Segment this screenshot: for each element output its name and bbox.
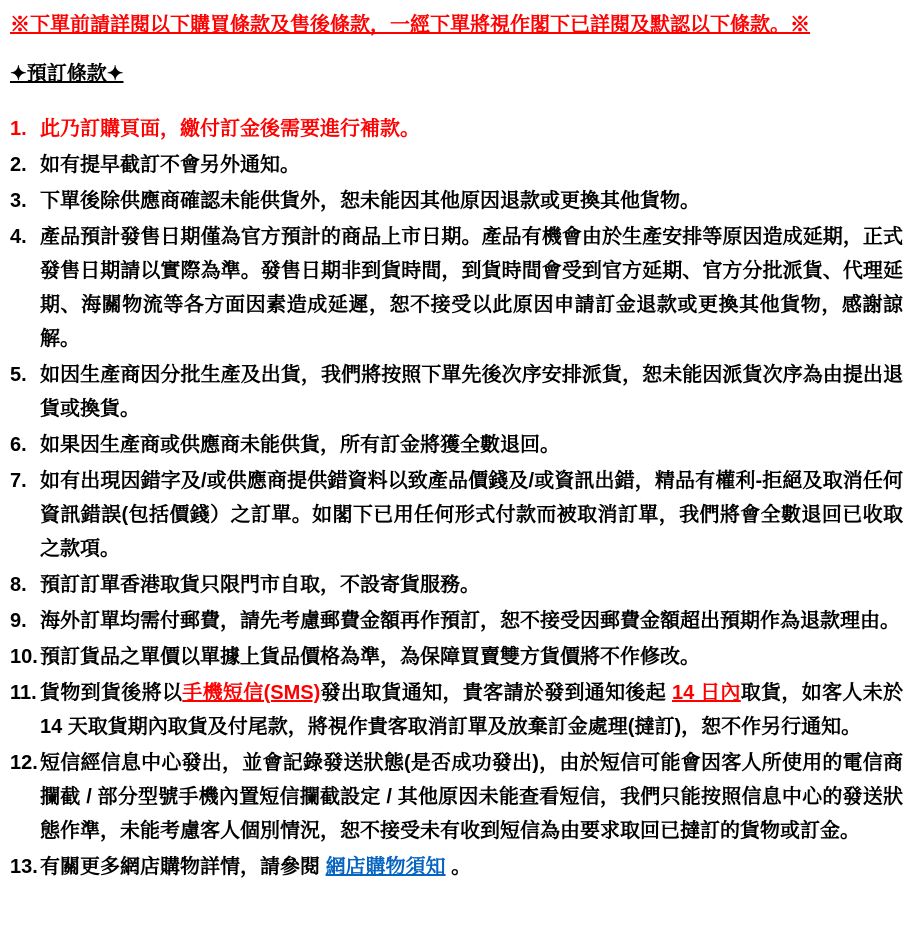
term-number: 1. xyxy=(10,118,27,140)
term-item-8 xyxy=(10,568,903,602)
term-text: 下單後除供應商確認未能供貨外，恕未能因其他原因退款或更換其他貨物。 xyxy=(40,190,700,212)
term-text: 如果因生產商或供應商未能供貨，所有訂金將獲全數退回。 xyxy=(40,434,560,456)
term-item-13 xyxy=(10,850,903,884)
term-text: 短信經信息中心發出，並會記錄發送狀態(是否成功發出)，由於短信可能會因客人所使用的電信商攔截 / 部分型號手機內置短信攔截設定 / 其他原因未能查看短信，我們只能按照信息中心的發送狀態作準，未能考慮客人個別情況，恕不接受未有收到短信為由要求取回已撻訂的貨物或訂金。 xyxy=(40,752,903,842)
term-segment: 發出取貨通知，貴客請於發到通知後起 xyxy=(320,682,672,704)
deadline-highlight: 14 日內 xyxy=(671,682,741,704)
term-item-3 xyxy=(10,184,903,218)
term-number: 8. xyxy=(10,574,27,596)
page-title: ※下單前請詳閱以下購買條款及售後條款，一經下單將視作閣下已詳閱及默認以下條款。※ xyxy=(10,14,810,36)
term-segment: 取貨，如客人未於 14 天取貨期內取貨及付尾款，將視作貴客取消訂單及放棄訂金處理(撻訂)，恕不作另行通知。 xyxy=(40,682,904,738)
term-item-12 xyxy=(10,746,903,848)
term-number: 6. xyxy=(10,434,27,456)
term-segment: 貨物到貨後將以 xyxy=(40,682,183,704)
term-number: 9. xyxy=(10,610,27,632)
term-number: 12. xyxy=(10,752,38,774)
term-number: 4. xyxy=(10,226,27,248)
term-number: 10. xyxy=(10,646,38,668)
sms-highlight: 手機短信(SMS) xyxy=(182,682,321,704)
term-number: 7. xyxy=(10,470,27,492)
term-number: 5. xyxy=(10,364,27,386)
term-number: 2. xyxy=(10,154,27,176)
term-text: 海外訂單均需付郵費，請先考慮郵費金額再作預訂，恕不接受因郵費金額超出預期作為退款理由。 xyxy=(40,610,900,632)
term-text: 如因生產商因分批生產及出貨，我們將按照下單先後次序安排派貨，恕未能因派貨次序為由提出退貨或換貨。 xyxy=(40,364,903,420)
term-text: 預訂訂單香港取貨只限門市自取，不設寄貨服務。 xyxy=(40,574,480,596)
term-item-10 xyxy=(10,640,903,674)
term-number: 13. xyxy=(10,856,38,878)
term-item-1 xyxy=(10,112,903,146)
term-item-11 xyxy=(10,676,903,744)
term-segment: 有關更多網店購物詳情，請參閱 xyxy=(40,856,326,878)
term-text: 如有出現因錯字及/或供應商提供錯資料以致產品價錢及/或資訊出錯，精品有權利-拒絕及取消任何資訊錯誤(包括價錢）之訂單。如閣下已用任何形式付款而被取消訂單，我們將會全數退回已收取之款項。 xyxy=(40,470,903,560)
term-item-5 xyxy=(10,358,903,426)
section-heading: ✦預訂條款✦ xyxy=(10,63,124,85)
term-item-7 xyxy=(10,464,903,566)
term-text xyxy=(40,850,903,884)
term-item-9 xyxy=(10,604,903,638)
term-text: 產品預計發售日期僅為官方預計的商品上市日期。產品有機會由於生產安排等原因造成延期，正式發售日期請以實際為準。發售日期非到貨時間，到貨時間會受到官方延期、官方分批派貨、代理延期、海關物流等各方面因素造成延遲，恕不接受以此原因申請訂金退款或更換其他貨物，感謝諒解。 xyxy=(40,226,903,350)
term-item-6 xyxy=(10,428,903,462)
shop-notice-link[interactable]: 網店購物須知 xyxy=(325,856,446,878)
term-text xyxy=(40,676,903,744)
term-item-4 xyxy=(10,220,903,356)
term-item-2 xyxy=(10,148,903,182)
terms-list xyxy=(10,112,903,884)
term-text: 如有提早截訂不會另外通知。 xyxy=(40,154,300,176)
term-number: 3. xyxy=(10,190,27,212)
term-text: 預訂貨品之單價以單據上貨品價格為準，為保障買賣雙方貨價將不作修改。 xyxy=(40,646,700,668)
term-text: 此乃訂購頁面，繳付訂金後需要進行補款。 xyxy=(40,118,420,140)
term-number: 11. xyxy=(10,682,37,704)
term-segment: 。 xyxy=(445,856,472,878)
